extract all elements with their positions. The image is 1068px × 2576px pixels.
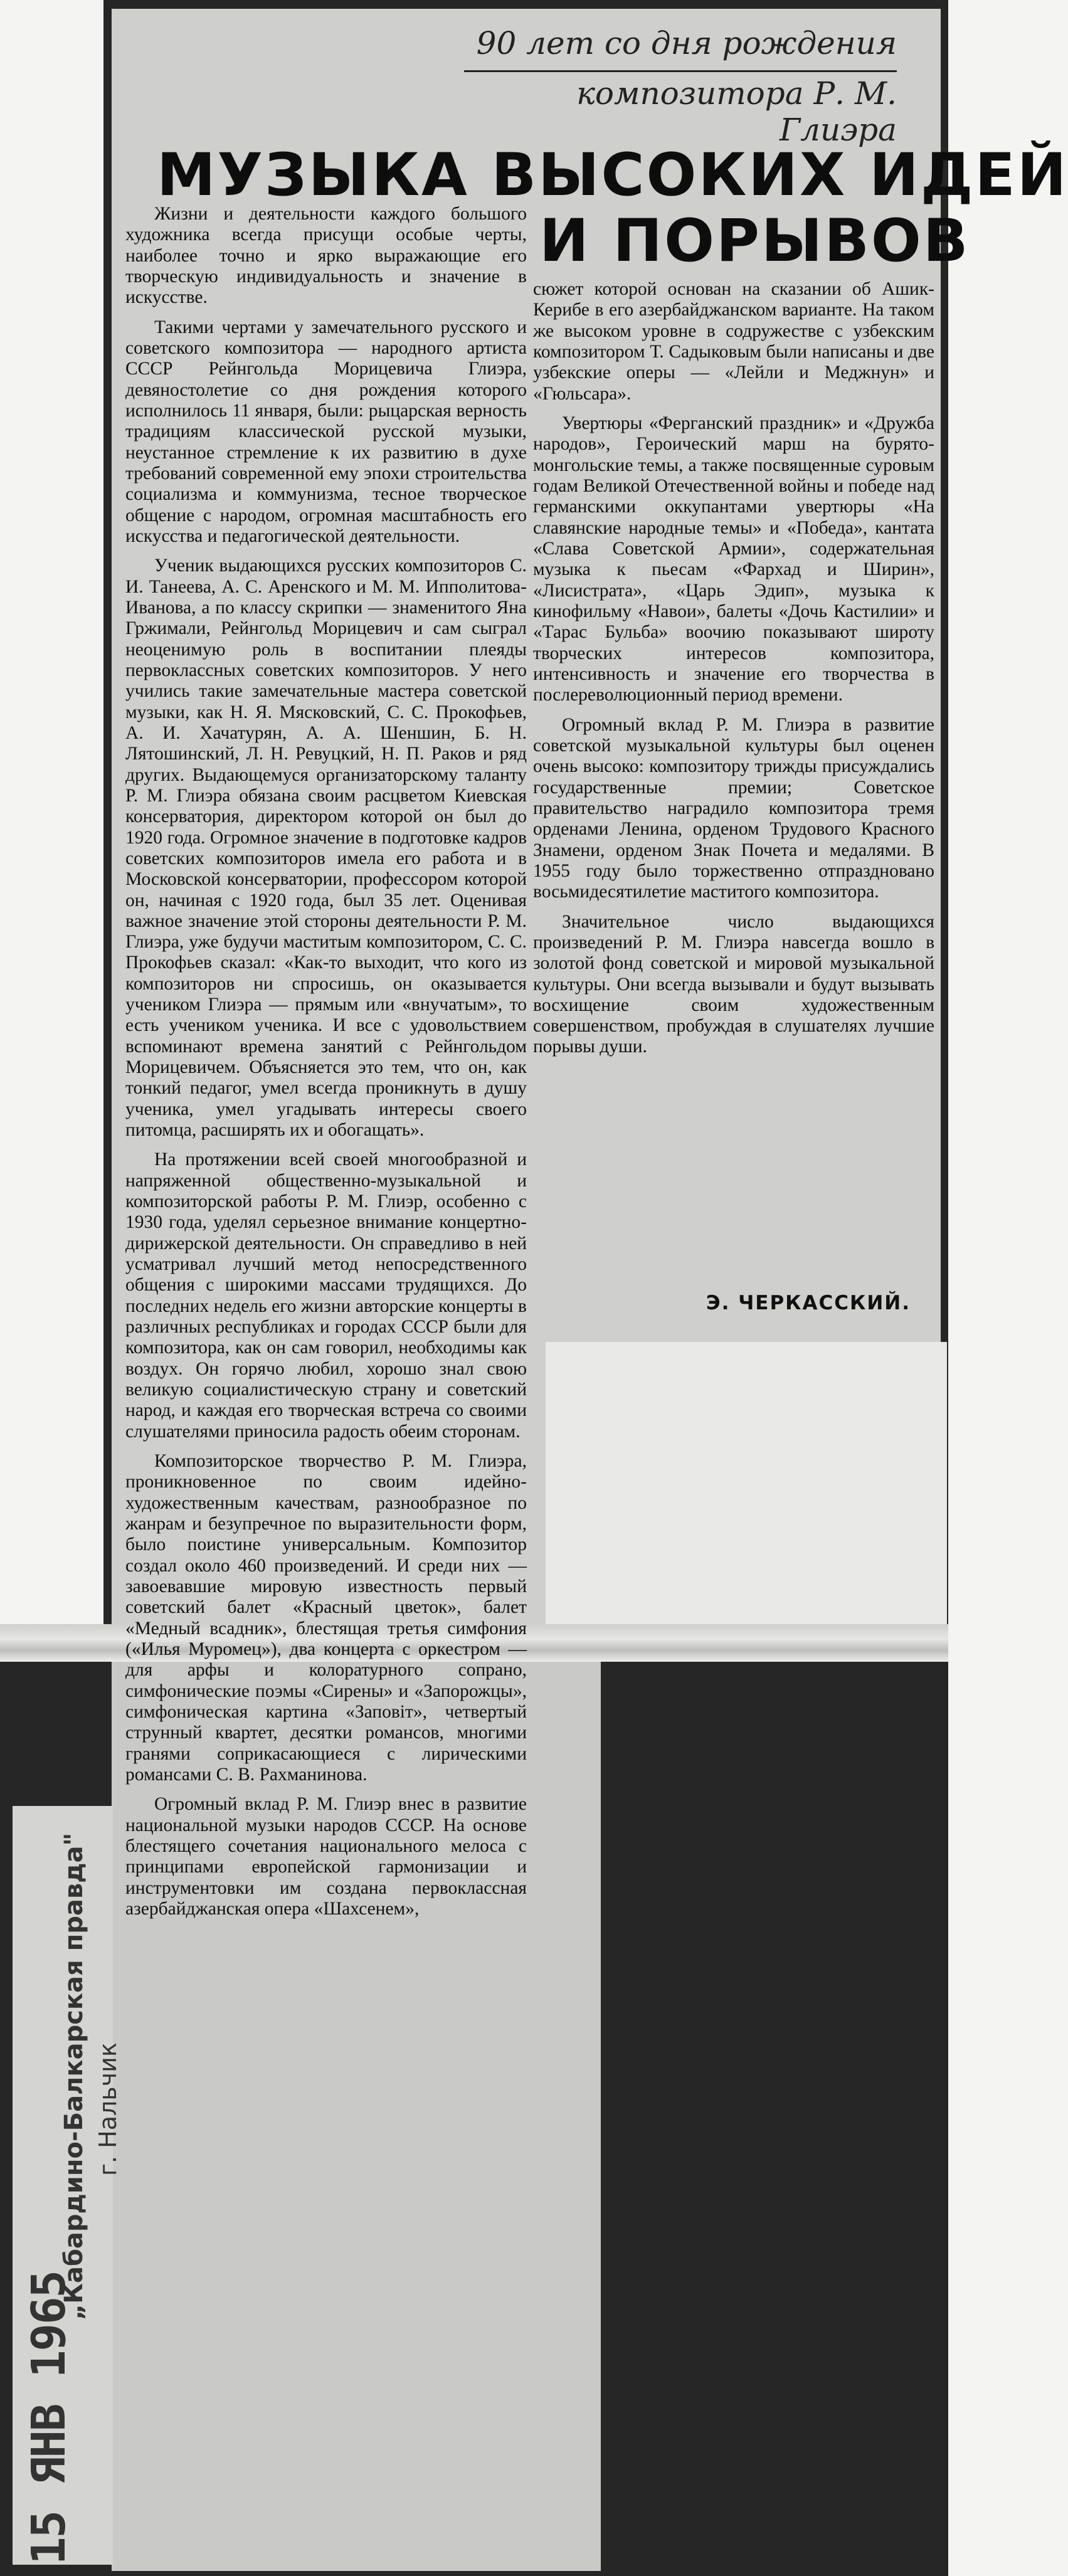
- paragraph-awards: Огромный вклад Р. М. Глиэра в развитие советской музыкальной культуры был оценен очень высоко: композитору трижды присуждались государственные премии; Советское правительство наградило композитора тремя орденами Ленина, орденом Трудового Красного Знамени, орденом Знак Почета и медалями. В 1955 году было торжественно отпраздновано восьмидесятилетие маститого композитора.: [533, 714, 934, 902]
- paragraph-traits: Такими чертами у замечательного русского и советского композитора — народного артиста СССР Рейнгольда Морицевича Глиэра, девяностолетие со дня рождения которого исполнилось 11 января, были: рыцарская верность традициям классической русской музыки, неустанное стремление к их развитию в духе требований современной ему эпохи строительства социализма и коммунизма, тесное творческое общение с народом, огромная масштабность его искусства и педагогической деятельности.: [125, 317, 527, 546]
- headline-line-1: МУЗЫКА ВЫСОКИХ ИДЕЙ: [157, 141, 1068, 209]
- paragraph-shahsenem: сюжет которой основан на сказании об Ашик-Керибе в его азербайджанском варианте. На таком же высоком уровне в содружестве с узбекским композитором Т. Садыковым были написаны и две узбекские оперы — «Лейли и Меджнун» и «Гюльсара».: [533, 279, 934, 404]
- kicker-line-1: 90 лет со дня рождения: [476, 25, 897, 61]
- stamp-publication: „Кабардино-Балкарская правда": [60, 1832, 88, 2320]
- article-right-column: [533, 279, 934, 1067]
- paragraph-intro: Жизни и деятельности каждого большого художника всегда присущи особые черты, наиболее точно и ярко выражающие его творческую индивидуальность и значение в искусстве.: [125, 204, 527, 308]
- headline-line-2: И ПОРЫВОВ: [539, 207, 970, 275]
- author-signature: Э. ЧЕРКАССКИЙ.: [706, 1292, 911, 1314]
- paragraph-national-music: Огромный вклад Р. М. Глиэр внес в развитие национальной музыки народов СССР. На основе блестящего сочетания национального мелоса с принципами европейской гармонизации и инструментовки им создана первоклассная азербайджанская опера «Шахсенем»,: [125, 1794, 527, 1919]
- paragraph-overtures: Увертюры «Ферганский праздник» и «Дружба народов», Героический марш на бурято-монгольские темы, а также посвященные суровым годам Великой Отечественной войны и победе над германскими оккупантами увертюры «На славянские народные темы» и «Победа», кантата «Слава Советской Армии», содержательная музыка к пьесам «Фархад и Ширин», «Лисистрата», «Царь Эдип», музыка к кинофильму «Навои», балеты «Дочь Кастилии» и «Тарас Бульба» воочию показывают широту творческих интересов композитора, интенсивность и значение его творчества в послереволюционный период времени.: [533, 413, 934, 705]
- paragraph-legacy: Значительное число выдающихся произведений Р. М. Глиэра навсегда вошло в золотой фонд советской и мировой музыкальной культуры. Они всегда вызывали и будут вызывать восхищение своим художественным совершенством, пробуждая в слушателях лучшие порывы души.: [533, 911, 934, 1057]
- paragraph-works: Композиторское творчество Р. М. Глиэра, проникновенное по своим идейно-художественным качествам, разнообразное по жанрам и безупречное по выразительности форм, было поистине универсальным. Композитор создал около 460 произведений. И среди них — завоевавшие мировую известность первый советский балет «Красный цветок», балет «Медный всадник», блестящая третья симфония («Илья Муромец»), два концерта с оркестром — для арфы и колоратурного сопрано, симфонические поэмы «Сирены» и «Запорожцы», симфоническая картина «Заповіт», четвертый струнный квартет, десятки романсов, многими гранями соприкасающиеся с лирическими романсами С. В. Рахманинова.: [125, 1451, 527, 1785]
- kicker-line-2: композитора Р. М. Глиэра: [576, 75, 897, 148]
- kicker-rule: [464, 70, 897, 72]
- stamp-city: г. Нальчик: [94, 2042, 122, 2176]
- stamp-date: 15 ЯНВ 1965: [22, 2271, 76, 2565]
- paragraph-pedagogy: Ученик выдающихся русских композиторов С. И. Танеева, А. С. Аренского и М. М. Ипполитова-Иванова, а по классу скрипки — знаменитого Яна Гржимали, Рейнгольд Морицевич и сам сыграл неоценимую роль в воспитании плеяды первоклассных советских композиторов. У него учились такие замечательные мастера советской музыки, как Н. Я. Мясковский, С. С. Прокофьев, А. И. Хачатурян, А. А. Шеншин, Б. Н. Лятошинский, Л. Н. Ревуцкий, Н. П. Раков и ряд других. Выдающемуся организаторскому таланту Р. М. Глиэра обязана своим расцветом Киевская консерватория, директором которой он был до 1920 года. Огромное значение в подготовке кадров советских композиторов имела его работа и в Московской консерватории, профессором которой он, начиная с 1920 года, был 35 лет. Оценивая важное значение этой стороны деятельности Р. М. Глиэра, уже будучи маститым композитором, С. С. Прокофьев сказал: «Как-то выходит, что кого из композиторов ни спросишь, он оказывается учеником Глиэра — прямым или «внучатым», то есть учеником ученика. И все с удовольствием вспоминают времена занятий с Рейнгольдом Морицевичем. Объясняется это тем, что он, как тонкий педагог, умел всегда проникнуть в душу ученика, умел угадывать интересы своего питомца, расширять их и обогащать».: [125, 556, 527, 1141]
- article-left-column: [125, 204, 527, 1928]
- paragraph-concerts: На протяжении всей своей многообразной и напряженной общественно-музыкальной и композиторской работы Р. М. Глиэр, особенно с 1930 года, уделял серьезное внимание концертно-дирижерской деятельности. Он справедливо в ней усматривал лучший метод непосредственного общения с широкими массами трудящихся. До последних недель его жизни авторские концерты в различных республиках и городах СССР были для композитора, как он сам говорил, необходимы как воздух. Он горячо любил, хорошо знал свою великую социалистическую страну и советский народ, и каждая его творческая встреча со своими слушателями приносила радость обеим сторонам.: [125, 1149, 527, 1442]
- clipping-right-column-cut: [546, 1342, 947, 1624]
